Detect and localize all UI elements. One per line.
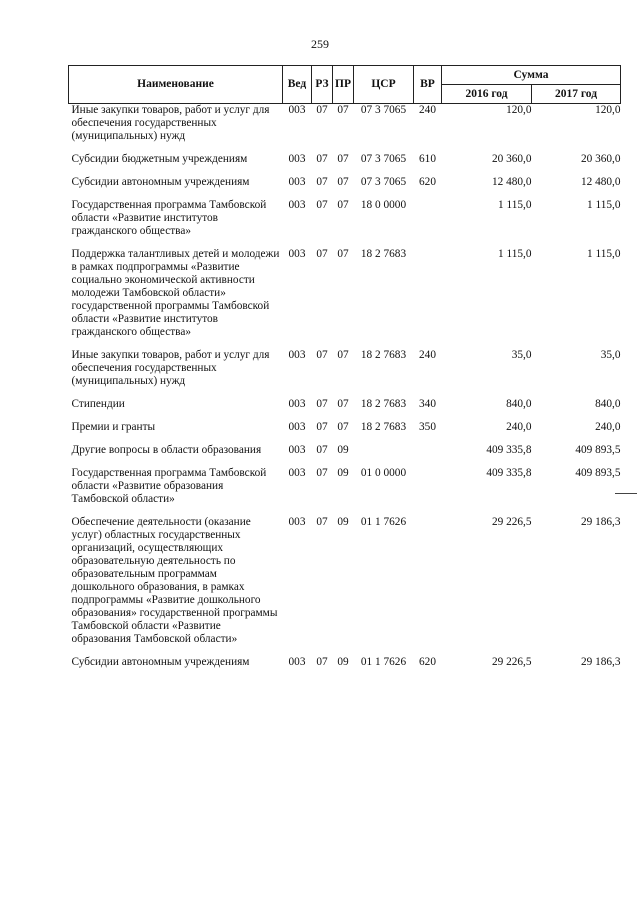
cell-ved: 003 — [288, 104, 306, 116]
cell-vr: 620 — [419, 656, 436, 668]
table-row — [69, 398, 621, 421]
cell-ved: 003 — [288, 349, 306, 361]
cell-csr: 18 2 7683 — [360, 421, 407, 433]
cell-y2: 29 186,3 — [580, 656, 621, 668]
cell-name: Стипендии — [71, 398, 125, 410]
cell-csr: 01 0 0000 — [360, 467, 407, 479]
cell-vr: 340 — [419, 398, 436, 410]
cell-name: Субсидии бюджетным учреждениям — [71, 153, 248, 165]
cell-y1: 409 335,8 — [486, 444, 532, 456]
cell-y1: 29 226,5 — [491, 656, 532, 668]
cell-vr — [414, 467, 442, 516]
cell-y1: 240,0 — [506, 421, 532, 433]
cell-rz: 07 — [316, 656, 328, 668]
cell-name: Государственная программа Тамбовской области «Развитие институтов гражданского общества» — [71, 199, 267, 237]
table-header — [69, 66, 621, 104]
cell-name: Поддержка талантливых детей и молодежи в рамках подпрограммы «Развитие социально экономической активности молодежи Тамбовской области» государственной программы Тамбовской области «Развитие институтов гражданского общества» — [71, 248, 280, 338]
cell-rz: 07 — [316, 516, 328, 528]
cell-name: Иные закупки товаров, работ и услуг для обеспечения государственных (муниципальных) нужд — [71, 349, 270, 387]
budget-table — [68, 65, 621, 679]
table-row — [69, 104, 621, 154]
cell-csr: 18 2 7683 — [360, 398, 407, 410]
header-csr: ЦСР — [354, 66, 414, 104]
cell-rz: 07 — [316, 248, 328, 260]
cell-rz: 07 — [316, 104, 328, 116]
cell-vr: 620 — [419, 176, 436, 188]
table-row — [69, 248, 621, 349]
table-row — [69, 444, 621, 467]
cell-csr: 18 2 7683 — [360, 248, 407, 260]
cell-csr — [354, 444, 414, 467]
cell-pr: 09 — [337, 656, 349, 668]
cell-rz: 07 — [316, 444, 328, 456]
cell-ved: 003 — [288, 421, 306, 433]
cell-vr — [414, 248, 442, 349]
margin-mark — [615, 493, 637, 494]
table-row — [69, 176, 621, 199]
cell-vr — [414, 516, 442, 656]
cell-y1: 12 480,0 — [491, 176, 532, 188]
cell-rz: 07 — [316, 467, 328, 479]
cell-pr: 07 — [337, 248, 349, 260]
cell-ved: 003 — [288, 398, 306, 410]
header-pr: ПР — [333, 66, 354, 104]
cell-ved: 003 — [288, 199, 306, 211]
cell-ved: 003 — [288, 656, 306, 668]
cell-name: Государственная программа Тамбовской области «Развитие образования Тамбовской области» — [71, 467, 267, 505]
cell-name: Премии и гранты — [71, 421, 156, 433]
header-year-2017: 2017 год — [532, 85, 621, 104]
cell-y1: 29 226,5 — [491, 516, 532, 528]
cell-csr: 07 3 7065 — [360, 153, 407, 165]
cell-name: Обеспечение деятельности (оказание услуг) областных государственных организаций, осуществляющих образовательную деятельность по образовательным программам дошкольного образования, в рамках подпрограммы «Развитие дошкольного образования» государственной программы Тамбовской области «Развитие образования Тамбовской области» — [71, 516, 278, 645]
table-row — [69, 421, 621, 444]
cell-vr: 240 — [419, 104, 436, 116]
cell-pr: 09 — [337, 516, 349, 528]
cell-y1: 409 335,8 — [486, 467, 532, 479]
cell-vr — [414, 444, 442, 467]
table-row — [69, 516, 621, 656]
cell-rz: 07 — [316, 199, 328, 211]
cell-ved: 003 — [288, 248, 306, 260]
header-year-2016: 2016 год — [442, 85, 532, 104]
cell-rz: 07 — [316, 349, 328, 361]
cell-y2: 1 115,0 — [587, 199, 621, 211]
header-sum: Сумма — [442, 66, 621, 85]
table-row — [69, 349, 621, 398]
cell-y2: 20 360,0 — [580, 153, 621, 165]
cell-name: Субсидии автономным учреждениям — [71, 176, 250, 188]
cell-ved: 003 — [288, 444, 306, 456]
cell-csr: 18 2 7683 — [360, 349, 407, 361]
header-name: Наименование — [69, 66, 283, 104]
cell-vr — [414, 199, 442, 248]
cell-y2: 840,0 — [595, 398, 621, 410]
cell-name: Субсидии автономным учреждениям — [71, 656, 250, 668]
cell-y2: 12 480,0 — [580, 176, 621, 188]
cell-csr: 07 3 7065 — [360, 176, 407, 188]
cell-rz: 07 — [316, 176, 328, 188]
cell-vr: 350 — [419, 421, 436, 433]
page-number: 259 — [311, 37, 329, 51]
cell-ved: 003 — [288, 516, 306, 528]
cell-ved: 003 — [288, 176, 306, 188]
cell-csr: 18 0 0000 — [360, 199, 407, 211]
cell-pr: 07 — [337, 199, 349, 211]
cell-y2: 120,0 — [595, 104, 621, 116]
cell-name: Другие вопросы в области образования — [71, 444, 262, 456]
cell-y2: 1 115,0 — [587, 248, 621, 260]
header-vr: ВР — [414, 66, 442, 104]
cell-pr: 09 — [337, 444, 349, 456]
cell-y2: 240,0 — [595, 421, 621, 433]
header-ved: Вед — [283, 66, 312, 104]
cell-pr: 07 — [337, 153, 349, 165]
header-rz: РЗ — [312, 66, 333, 104]
cell-rz: 07 — [316, 153, 328, 165]
cell-pr: 07 — [337, 398, 349, 410]
cell-y1: 1 115,0 — [498, 248, 532, 260]
cell-y1: 20 360,0 — [491, 153, 532, 165]
cell-rz: 07 — [316, 398, 328, 410]
cell-y1: 35,0 — [511, 349, 532, 361]
cell-ved: 003 — [288, 467, 306, 479]
cell-ved: 003 — [288, 153, 306, 165]
cell-pr: 07 — [337, 176, 349, 188]
cell-pr: 07 — [337, 349, 349, 361]
table-row — [69, 199, 621, 248]
cell-csr: 01 1 7626 — [360, 656, 407, 668]
cell-y2: 29 186,3 — [580, 516, 621, 528]
cell-csr: 01 1 7626 — [360, 516, 407, 528]
cell-y1: 120,0 — [506, 104, 532, 116]
cell-y1: 1 115,0 — [498, 199, 532, 211]
cell-pr: 09 — [337, 467, 349, 479]
cell-y1: 840,0 — [506, 398, 532, 410]
cell-pr: 07 — [337, 104, 349, 116]
table-row — [69, 153, 621, 176]
cell-pr: 07 — [337, 421, 349, 433]
table-row — [69, 467, 621, 516]
cell-rz: 07 — [316, 421, 328, 433]
table-body — [69, 104, 621, 680]
cell-name: Иные закупки товаров, работ и услуг для обеспечения государственных (муниципальных) нужд — [71, 104, 270, 142]
cell-vr: 610 — [419, 153, 436, 165]
cell-vr: 240 — [419, 349, 436, 361]
cell-csr: 07 3 7065 — [360, 104, 407, 116]
cell-y2: 409 893,5 — [575, 444, 621, 456]
cell-y2: 35,0 — [600, 349, 621, 361]
cell-y2: 409 893,5 — [575, 467, 621, 479]
table-row — [69, 656, 621, 679]
